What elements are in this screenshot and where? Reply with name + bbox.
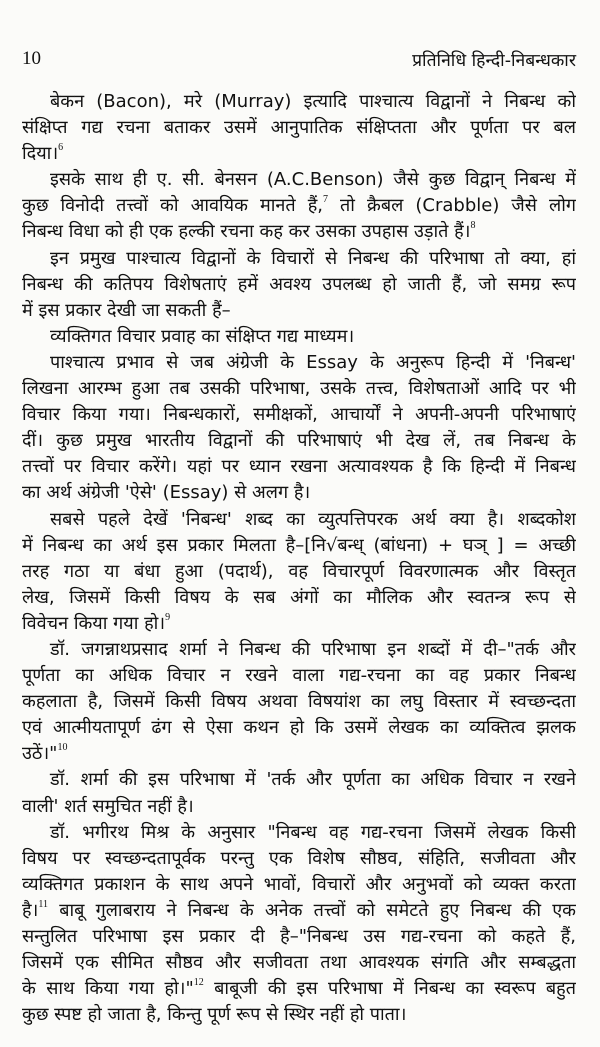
text-segment: लिखना आरम्भ हुआ तब उसकी परिभाषा, उसके तत्त्व, विशेषताओं आदि पर भी [22,378,576,400]
text-segment: डॉ. जगन्नाथप्रसाद शर्मा ने निबन्ध की परिभाषा इन शब्दों में दी–"तर्क और [50,638,576,660]
text-segment: तरह गठा या बंधा हुआ (पदार्थ), वह विचारपूर्ण विवरणात्मक और विस्तृत [22,560,576,582]
text-line [22,350,576,376]
text-segment: सन्तुलित परिभाषा इस प्रकार दी है–"निबन्ध उस गद्य-रचना को कहते हैं, [22,926,576,947]
text-segment: लेख, जिसमें किसी विषय के सब अंगों का मौलिक और स्वतन्त्र रूप से [22,586,576,608]
text-segment: निबन्ध विधा को ही एक हल्की रचना कह कर उसका उपहास उड़ाते हैं। [22,221,471,243]
text-segment: डॉ. भगीरथ मिश्र के अनुसार "निबन्ध वह गद्य-रचना जिसमें लेखक किसी [50,821,576,843]
page-header [22,48,576,74]
footnote-marker: 8 [470,220,476,232]
text-line [22,585,576,611]
text-line [22,846,576,872]
text-segment: इसके साथ ही ए. सी. बेनसन (A.C.Benson) जैसे कुछ विद्वान् निबन्ध में [50,169,576,191]
text-segment: बेकन (Bacon), मरे (Murray) इत्यादि पाश्चात्य विद्वानों ने निबन्ध को [50,91,576,112]
text-line [22,193,576,219]
text-segment: व्यक्तिगत विचार प्रवाह का संक्षिप्त गद्य माध्यम। [50,325,355,347]
text-line [22,219,576,245]
text-segment: कुछ विनोदी तत्त्वों को आवयिक मानते हैं, [22,195,323,217]
text-segment: में निबन्ध का अर्थ इस प्रकार मिलता है–[नि√बन्ध् (बांधना) + घञ् ] = अच्छी [22,534,576,556]
page-number: 10 [22,48,41,69]
running-title: प्रतिनिधि हिन्दी-निबन्धकार [412,51,576,71]
text-line [22,428,576,454]
paragraph [22,507,576,637]
footnote-marker: 7 [322,194,328,206]
text-segment: व्यक्तिगत प्रकाशन के साथ अपने भावों, विचारों और अनुभवों को व्यक्त करता [22,873,576,895]
paragraph [22,167,576,245]
text-line [22,794,576,820]
text-line [22,637,576,663]
text-segment: है। [22,899,39,921]
text-line [22,950,576,976]
text-line [22,663,576,689]
text-segment: विचार किया गया। निबन्धकारों, समीक्षकों, आचार्यों ने अपनी-अपनी परिभाषाएं [22,404,576,426]
text-line [22,715,576,741]
text-segment: तत्त्वों पर विचार करेंगे। यहां पर ध्यान रखना अत्यावश्यक है कि हिन्दी में निबन्ध [22,456,576,478]
text-segment: तो क्रैबल (Crabble) जैसे लोग [327,195,576,217]
footnote-marker: 9 [165,611,171,623]
text-segment: निबन्ध की कतिपय विशेषताएं हमें अवश्य उपलब्ध हो जाती हैं, जो समग्र रूप [22,273,576,295]
footnote-marker: 6 [58,142,64,154]
text-line [22,976,576,1002]
text-line [22,298,576,324]
text-line [22,820,576,846]
text-line [22,898,576,924]
paragraph [22,820,576,1029]
text-line [22,141,576,167]
text-line [22,115,576,141]
text-segment: बाबूजी की इस परिभाषा में निबन्ध का स्वरूप बहुत [203,978,576,1000]
text-segment: इन प्रमुख पाश्चात्य विद्वानों के विचारों से निबन्ध की परिभाषा तो क्या, हां [50,247,576,269]
text-line [22,376,576,402]
text-segment: पाश्चात्य प्रभाव से जब अंग्रेजी के Essay के अनुरूप हिन्दी में 'निबन्ध' [50,351,576,373]
text-line [22,167,576,193]
paragraph [22,637,576,767]
text-segment: डॉ. शर्मा की इस परिभाषा में 'तर्क और पूर्णता का अधिक विचार न रखने [50,769,576,791]
text-line [22,246,576,272]
text-line [22,402,576,428]
text-line [22,559,576,585]
footnote-marker: 11 [38,898,49,910]
text-line [22,767,576,793]
text-line [22,89,576,115]
paragraph [22,246,576,324]
text-line [22,1002,576,1028]
text-line [22,689,576,715]
text-segment: पूर्णता का अधिक विचार न रखने वाला गद्य-रचना का वह प्रकार निबन्ध [22,665,576,687]
text-segment: कुछ स्पष्ट हो जाता है, किन्तु पूर्ण रूप से स्थिर नहीं हो पाता। [22,1004,407,1026]
text-line [22,454,576,480]
text-segment: दीं। कुछ प्रमुख भारतीय विद्वानों की परिभाषाएं भी देख लें, तब निबन्ध के [22,430,576,452]
text-line [22,872,576,898]
text-segment: बाबू गुलाबराय ने निबन्ध के अनेक तत्त्वों को समेटते हुए निबन्ध की एक [48,899,576,921]
text-line [22,741,576,767]
text-line [22,272,576,298]
page-body [22,89,576,1028]
text-segment: विवेचन किया गया हो। [22,612,166,634]
text-segment: का अर्थ अंग्रेजी 'ऐसे' (Essay) से अलग है। [22,482,311,504]
text-line [22,507,576,533]
text-line [22,480,576,506]
paragraph [22,767,576,819]
text-line [22,924,576,950]
paragraph [22,324,576,350]
text-segment: कहलाता है, जिसमें किसी विषय अथवा विषयांश का लघु विस्तार में स्वच्छन्दता [22,691,576,713]
text-line [22,611,576,637]
paragraph [22,350,576,507]
paragraph [22,89,576,167]
text-segment: एवं आत्मीयतापूर्ण ढंग से ऐसा कथन हो कि उसमें लेखक का व्यक्तित्व झलक [22,717,576,739]
text-segment: सबसे पहले देखें 'निबन्ध' शब्द का व्युत्पत्तिपरक अर्थ क्या है। शब्दकोश [50,508,576,530]
text-segment: विषय पर स्वच्छन्दतापूर्वक परन्तु एक विशेष सौष्ठव, संहिति, सजीवता और [22,847,576,869]
text-segment: वाली' शर्त समुचित नहीं है। [22,795,194,817]
text-line [22,324,576,350]
text-segment: में इस प्रकार देखी जा सकती हैं– [22,299,231,321]
text-line [22,533,576,559]
text-segment: दिया। [22,143,59,165]
text-segment: के साथ किया गया हो।" [22,978,194,1000]
text-segment: उठें।" [22,743,58,765]
text-segment: जिसमें एक सीमित सौष्ठव और सजीवता तथा आवश्यक संगति और सम्बद्धता [22,952,576,974]
text-segment: संक्षिप्त गद्य रचना बताकर उसमें आनुपातिक संक्षिप्तता और पूर्णता पर बल [22,117,576,139]
footnote-marker: 10 [57,742,68,754]
footnote-marker: 12 [193,977,204,989]
